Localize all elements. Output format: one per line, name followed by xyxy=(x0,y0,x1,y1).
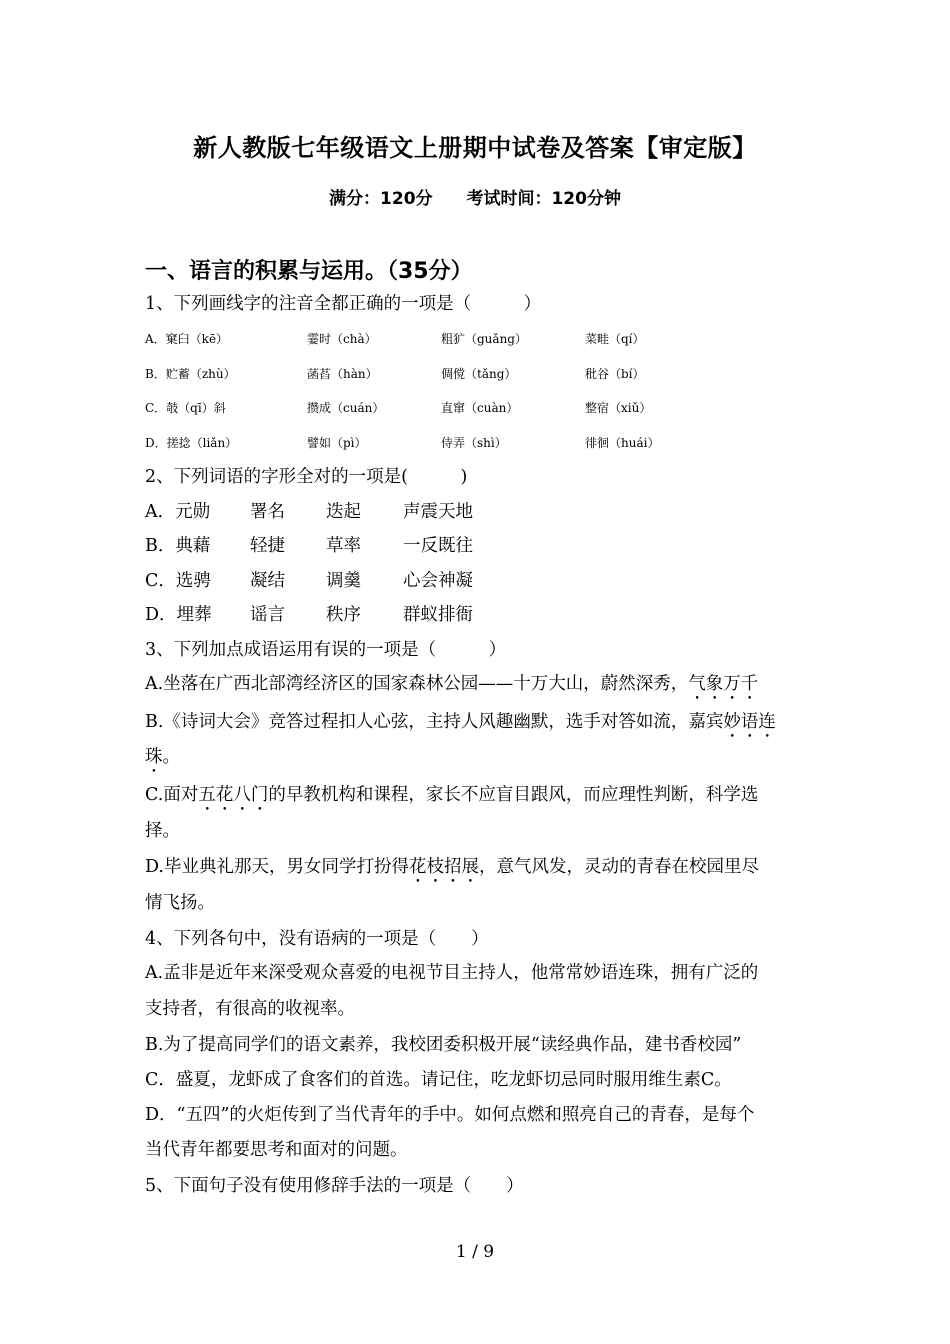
question-1-stem: 1、下列画线字的注音全都正确的一项是（ ） xyxy=(145,294,542,314)
q3-b-idiom: 妙语连 xyxy=(723,712,776,732)
q4-option-a: A.孟非是近年来深受观众喜爱的电视节目主持人，他常常妙语连珠，拥有广泛的 xyxy=(145,963,759,983)
q2-a-1: A．元勋 xyxy=(145,502,211,522)
q3-option-d-cont: 情飞扬。 xyxy=(145,893,215,913)
q4-option-c: C．盛夏，龙虾成了食客们的首选。请记住，吃龙虾切忌同时服用维生素C。 xyxy=(145,1070,732,1090)
section-heading: 一、语言的积累与运用。（35分） xyxy=(145,259,473,284)
q3-b-idiom-end: 珠 xyxy=(145,747,163,767)
q1-a-3: 粗犷（guǎng） xyxy=(441,332,527,346)
q1-b-3: 倜傥（tǎng） xyxy=(441,367,517,381)
q1-b-2: 菡萏（hàn） xyxy=(307,367,378,381)
q2-c-1: C．选骋 xyxy=(145,571,211,591)
q4-option-d-cont: 当代青年都要思考和面对的问题。 xyxy=(145,1140,408,1160)
q3-option-c-cont: 择。 xyxy=(145,821,180,841)
q1-d-3: 侍弄（shì） xyxy=(441,436,507,450)
q2-c-2: 凝结 xyxy=(250,571,285,591)
q2-d-2: 谣言 xyxy=(250,605,285,625)
q3-a-text: A.坐落在广西北部湾经济区的国家森林公园——十万大山，蔚然深秀， xyxy=(145,674,689,694)
q4-option-a-cont: 支持者，有很高的收视率。 xyxy=(145,999,355,1019)
q3-option-a xyxy=(145,672,758,704)
q2-b-4: 一反既往 xyxy=(403,536,473,556)
page-number: 1 / 9 xyxy=(455,1242,495,1262)
q3-d-post: ，意气风发，灵动的青春在校园里尽 xyxy=(478,857,759,877)
q2-a-3: 迭起 xyxy=(326,502,361,522)
q2-d-4: 群蚁排衙 xyxy=(403,605,473,625)
q2-b-3: 草率 xyxy=(326,536,361,556)
q1-a-2: 霎时（chà） xyxy=(307,332,377,346)
q3-option-b xyxy=(145,710,776,742)
question-3-stem: 3、下列加点成语运用有误的一项是（ ） xyxy=(145,640,507,660)
q1-a-4: 菜畦（qí） xyxy=(585,332,645,346)
q3-option-d xyxy=(145,855,759,887)
question-4-stem: 4、下列各句中，没有语病的一项是（ ） xyxy=(145,929,489,949)
q3-option-b-cont xyxy=(145,745,180,777)
exam-time: 考试时间：120分钟 xyxy=(466,189,621,209)
q2-d-1: D．埋葬 xyxy=(145,605,212,625)
q3-c-pre: C.面对 xyxy=(145,785,199,805)
q1-b-4: 秕谷（bí） xyxy=(585,367,645,381)
q3-d-pre: D.毕业典礼那天，男女同学打扮得 xyxy=(145,857,409,877)
q2-b-2: 轻捷 xyxy=(250,536,285,556)
q1-d-1: D．搓捻（liǎn） xyxy=(145,436,238,450)
q3-c-post: 的早教机构和课程，家长不应盲目跟风，而应理性判断，科学选 xyxy=(268,785,759,805)
exam-meta xyxy=(0,184,950,209)
q2-c-4: 心会神凝 xyxy=(403,571,473,591)
question-2-stem: 2、下列词语的字形全对的一项是( ) xyxy=(145,467,468,487)
q3-a-idiom: 气象万千 xyxy=(688,674,759,694)
question-5-stem: 5、下面句子没有使用修辞手法的一项是（ ） xyxy=(145,1176,524,1196)
q3-c-idiom: 五花八门 xyxy=(198,785,269,805)
q1-d-4: 徘徊（huái） xyxy=(585,436,660,450)
q1-c-1: C．攲（qī）斜 xyxy=(145,401,226,415)
q2-d-3: 秩序 xyxy=(326,605,361,625)
q3-option-c xyxy=(145,783,758,815)
q1-c-2: 攒成（cuán） xyxy=(307,401,385,415)
q4-option-d: D．“五四”的火炬传到了当代青年的手中。如何点燃和照亮自己的青春，是每个 xyxy=(145,1105,755,1125)
q2-c-3: 调羹 xyxy=(326,571,361,591)
q1-c-4: 整宿（xiǔ） xyxy=(585,401,652,415)
q3-b-end: 。 xyxy=(162,747,180,767)
q1-b-1: B．贮蓄（zhù） xyxy=(145,367,236,381)
q3-d-idiom: 花枝招展 xyxy=(408,857,479,877)
full-score: 满分：120分 xyxy=(329,189,433,209)
q1-a-1: A．窠臼（kē） xyxy=(145,332,229,346)
q1-c-3: 直窜（cuàn） xyxy=(441,401,519,415)
page-title: 新人教版七年级语文上册期中试卷及答案【审定版】 xyxy=(193,134,757,162)
q2-b-1: B．典藉 xyxy=(145,536,211,556)
q3-b-text: B.《诗词大会》竞答过程扣人心弦，主持人风趣幽默，选手对答如流，嘉宾 xyxy=(145,712,724,732)
q2-a-2: 署名 xyxy=(250,502,285,522)
q1-d-2: 譬如（pì） xyxy=(307,436,367,450)
q4-option-b: B.为了提高同学们的语文素养，我校团委积极开展“读经典作品，建书香校园” xyxy=(145,1035,742,1055)
q2-a-4: 声震天地 xyxy=(403,502,473,522)
